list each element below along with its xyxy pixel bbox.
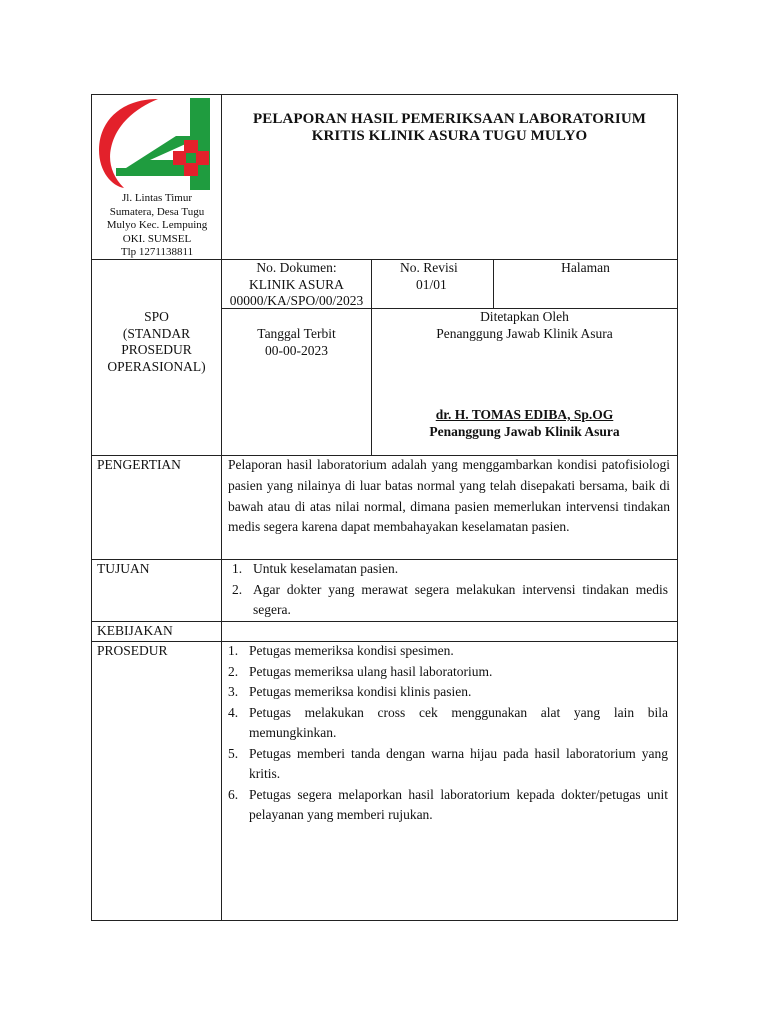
no-revisi-cell <box>400 260 493 293</box>
no-revisi-label: No. Revisi <box>400 260 458 275</box>
address-line: Mulyo Kec. Lempuing <box>106 219 208 231</box>
tujuan-label: TUJUAN <box>97 561 150 576</box>
list-item <box>228 703 668 744</box>
label-column-divider <box>221 94 222 920</box>
list-number: 1. <box>232 561 243 576</box>
tujuan-list <box>232 559 668 621</box>
list-text: Agar dokter yang merawat segera melakukan intervensi tindakan medis segera. <box>253 581 668 617</box>
list-item <box>232 580 668 621</box>
list-item <box>228 744 668 785</box>
prosedur-label: PROSEDUR <box>97 643 168 658</box>
row-divider-tujuan <box>91 621 678 622</box>
list-item <box>228 682 668 703</box>
klinik-asura-logo <box>98 96 214 190</box>
address-line: Jl. Lintas Timur <box>122 192 192 204</box>
list-number: 3. <box>228 684 239 699</box>
spo-line: (STANDAR <box>122 325 191 341</box>
list-text: Petugas segera melaporkan hasil laboratorium kepada dokter/petugas unit pelayanan yang memberi rujukan. <box>249 786 668 822</box>
list-text: Untuk keselamatan pasien. <box>253 561 399 576</box>
list-item <box>228 785 668 826</box>
signature-block <box>372 407 677 440</box>
no-dokumen-number: 00000/KA/SPO/00/2023 <box>229 293 364 308</box>
tanggal-terbit-label: Tanggal Terbit <box>257 326 336 341</box>
address-line: OKI. SUMSEL <box>122 232 192 245</box>
signer-name: dr. H. TOMAS EDIBA, Sp.OG <box>435 407 614 422</box>
table-border-top <box>91 94 678 95</box>
no-revisi-value: 01/01 <box>416 276 447 292</box>
title-line-1: PELAPORAN HASIL PEMERIKSAAN LABORATORIUM <box>252 111 647 127</box>
list-number: 5. <box>228 745 239 761</box>
kebijakan-label: KEBIJAKAN <box>97 623 173 638</box>
table-border-bottom <box>91 920 678 921</box>
address-line: Tlp 1271138811 <box>120 246 194 258</box>
pengertian-text: Pelaporan hasil laboratorium adalah yang menggambarkan kondisi patofisiologi pasien yang nilainya di luar batas normal yang telah disepakati bersama, baik di bawah atau di atas nilai normal, dimana pasien memerlukan intervensi tindakan medis segera karena dapat membahayakan keselamatan pasien. <box>228 457 670 535</box>
list-item <box>228 641 668 662</box>
list-number: 2. <box>232 581 243 597</box>
clinic-address <box>93 192 221 260</box>
list-number: 4. <box>228 704 239 720</box>
spo-line: PROSEDUR <box>121 342 192 357</box>
halaman-label: Halaman <box>561 260 610 275</box>
no-dokumen-cell <box>222 260 371 310</box>
address-line: Sumatera, Desa Tugu <box>109 205 205 218</box>
ditetapkan-label: Ditetapkan Oleh <box>480 309 569 324</box>
table-border-right <box>677 94 678 920</box>
tanggal-terbit-value: 00-00-2023 <box>265 342 328 358</box>
list-text: Petugas memeriksa kondisi klinis pasien. <box>249 684 472 699</box>
list-item <box>232 559 668 580</box>
ditetapkan-role: Penanggung Jawab Klinik Asura <box>436 325 613 341</box>
spo-line: SPO <box>144 309 169 324</box>
spo-label-cell <box>92 309 221 375</box>
list-item <box>228 662 668 683</box>
title-line-2: KRITIS KLINIK ASURA TUGU MULYO <box>311 128 588 144</box>
halaman-cell <box>494 260 677 277</box>
list-text: Petugas memberi tanda dengan warna hijau pada hasil laboratorium yang kritis. <box>249 745 668 781</box>
list-text: Petugas memeriksa ulang hasil laboratorium. <box>249 663 493 679</box>
pengertian-label: PENGERTIAN <box>97 457 181 472</box>
list-text: Petugas memeriksa kondisi spesimen. <box>249 643 454 658</box>
no-dokumen-value: KLINIK ASURA <box>249 276 344 292</box>
table-border-left <box>91 94 92 920</box>
list-number: 1. <box>228 643 239 658</box>
document-title <box>222 111 677 145</box>
no-dokumen-label: No. Dokumen: <box>256 260 337 275</box>
prosedur-list <box>228 641 668 826</box>
tanggal-terbit-cell <box>222 326 371 359</box>
spo-line: OPERASIONAL) <box>107 358 206 374</box>
list-number: 2. <box>228 663 239 679</box>
list-text: Petugas melakukan cross cek menggunakan alat yang lain bila memungkinkan. <box>249 704 668 740</box>
list-number: 6. <box>228 786 239 802</box>
signer-role: Penanggung Jawab Klinik Asura <box>429 423 620 439</box>
ditetapkan-cell <box>372 309 677 342</box>
